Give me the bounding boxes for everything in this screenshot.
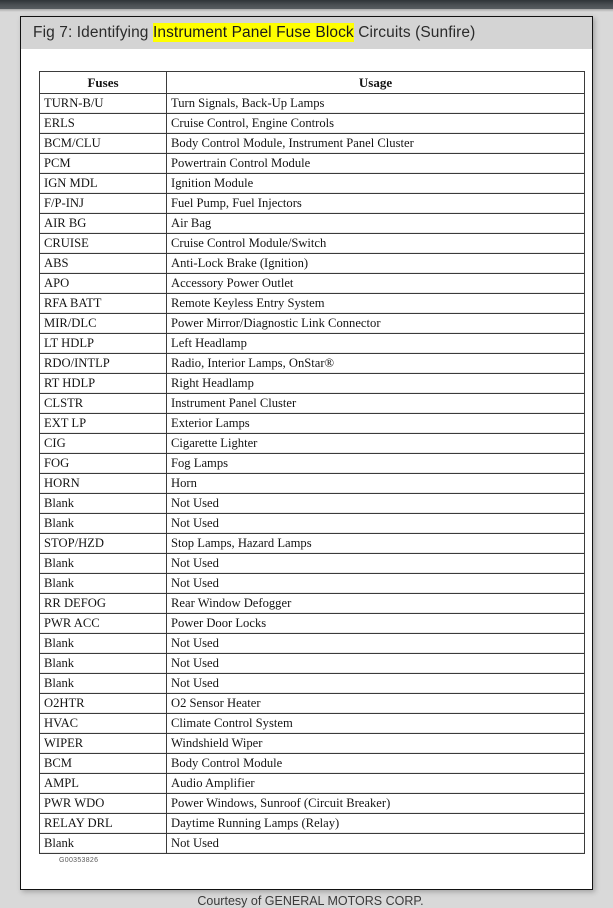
cell-fuse-usage: Anti-Lock Brake (Ignition) bbox=[167, 254, 585, 274]
cell-fuse-name: IGN MDL bbox=[40, 174, 167, 194]
table-row bbox=[40, 734, 585, 754]
cell-fuse-name: PWR ACC bbox=[40, 614, 167, 634]
cell-fuse-usage: Remote Keyless Entry System bbox=[167, 294, 585, 314]
cell-fuse-usage: Horn bbox=[167, 474, 585, 494]
cell-fuse-name: ERLS bbox=[40, 114, 167, 134]
cell-fuse-name: Blank bbox=[40, 494, 167, 514]
cell-fuse-name: Blank bbox=[40, 554, 167, 574]
cell-fuse-usage: Cruise Control Module/Switch bbox=[167, 234, 585, 254]
cell-fuse-name: CIG bbox=[40, 434, 167, 454]
cell-fuse-usage: Not Used bbox=[167, 834, 585, 854]
table-row bbox=[40, 434, 585, 454]
cell-fuse-name: CLSTR bbox=[40, 394, 167, 414]
cell-fuse-usage: Stop Lamps, Hazard Lamps bbox=[167, 534, 585, 554]
table-row bbox=[40, 374, 585, 394]
figure-caption bbox=[33, 24, 475, 42]
table-row bbox=[40, 634, 585, 654]
caption-prefix: Fig 7: Identifying bbox=[33, 23, 153, 41]
cell-fuse-name: AMPL bbox=[40, 774, 167, 794]
table-row bbox=[40, 234, 585, 254]
table-row bbox=[40, 754, 585, 774]
cell-fuse-usage: Not Used bbox=[167, 634, 585, 654]
cell-fuse-name: Blank bbox=[40, 654, 167, 674]
cell-fuse-usage: Climate Control System bbox=[167, 714, 585, 734]
cell-fuse-name: Blank bbox=[40, 574, 167, 594]
table-row bbox=[40, 554, 585, 574]
cell-fuse-name: HORN bbox=[40, 474, 167, 494]
cell-fuse-usage: O2 Sensor Heater bbox=[167, 694, 585, 714]
cell-fuse-usage: Fog Lamps bbox=[167, 454, 585, 474]
cell-fuse-name: RELAY DRL bbox=[40, 814, 167, 834]
cell-fuse-usage: Not Used bbox=[167, 494, 585, 514]
cell-fuse-usage: Air Bag bbox=[167, 214, 585, 234]
cell-fuse-usage: Cigarette Lighter bbox=[167, 434, 585, 454]
cell-fuse-name: RFA BATT bbox=[40, 294, 167, 314]
figure-caption-bar bbox=[21, 17, 592, 49]
cell-fuse-usage: Power Windows, Sunroof (Circuit Breaker) bbox=[167, 794, 585, 814]
cell-fuse-name: RR DEFOG bbox=[40, 594, 167, 614]
cell-fuse-name: MIR/DLC bbox=[40, 314, 167, 334]
cell-fuse-name: AIR BG bbox=[40, 214, 167, 234]
cell-fuse-name: O2HTR bbox=[40, 694, 167, 714]
cell-fuse-name: RT HDLP bbox=[40, 374, 167, 394]
cell-fuse-name: F/P-INJ bbox=[40, 194, 167, 214]
table-row bbox=[40, 454, 585, 474]
cell-fuse-name: LT HDLP bbox=[40, 334, 167, 354]
cell-fuse-name: BCM bbox=[40, 754, 167, 774]
caption-highlighted-term: Instrument Panel Fuse Block bbox=[152, 23, 354, 41]
cell-fuse-name: PWR WDO bbox=[40, 794, 167, 814]
cell-fuse-usage: Rear Window Defogger bbox=[167, 594, 585, 614]
table-row bbox=[40, 294, 585, 314]
table-row bbox=[40, 274, 585, 294]
cell-fuse-usage: Powertrain Control Module bbox=[167, 154, 585, 174]
cell-fuse-name: WIPER bbox=[40, 734, 167, 754]
table-row bbox=[40, 514, 585, 534]
table-row bbox=[40, 494, 585, 514]
table-row bbox=[40, 174, 585, 194]
table-body bbox=[40, 94, 585, 854]
cell-fuse-usage: Daytime Running Lamps (Relay) bbox=[167, 814, 585, 834]
table-row bbox=[40, 314, 585, 334]
cell-fuse-name: FOG bbox=[40, 454, 167, 474]
table-row bbox=[40, 194, 585, 214]
cell-fuse-name: EXT LP bbox=[40, 414, 167, 434]
cell-fuse-usage: Radio, Interior Lamps, OnStar® bbox=[167, 354, 585, 374]
cell-fuse-name: Blank bbox=[40, 834, 167, 854]
cell-fuse-usage: Accessory Power Outlet bbox=[167, 274, 585, 294]
table-row bbox=[40, 774, 585, 794]
cell-fuse-name: RDO/INTLP bbox=[40, 354, 167, 374]
table-row bbox=[40, 354, 585, 374]
cell-fuse-usage: Body Control Module bbox=[167, 754, 585, 774]
cell-fuse-name: Blank bbox=[40, 634, 167, 654]
table-row bbox=[40, 594, 585, 614]
cell-fuse-name: Blank bbox=[40, 674, 167, 694]
cell-fuse-usage: Ignition Module bbox=[167, 174, 585, 194]
chrome-shadow bbox=[0, 9, 613, 12]
table-container bbox=[21, 49, 592, 908]
courtesy-note: Courtesy of GENERAL MOTORS CORP. bbox=[197, 894, 424, 908]
table-row bbox=[40, 334, 585, 354]
table-row bbox=[40, 114, 585, 134]
table-row bbox=[40, 614, 585, 634]
table-row bbox=[40, 674, 585, 694]
cell-fuse-usage: Power Door Locks bbox=[167, 614, 585, 634]
figure-code: G00353826 bbox=[59, 857, 99, 864]
table-row bbox=[40, 154, 585, 174]
cell-fuse-usage: Power Mirror/Diagnostic Link Connector bbox=[167, 314, 585, 334]
cell-fuse-usage: Instrument Panel Cluster bbox=[167, 394, 585, 414]
cell-fuse-name: TURN-B/U bbox=[40, 94, 167, 114]
app-chrome-bar bbox=[0, 0, 613, 9]
cell-fuse-usage: Fuel Pump, Fuel Injectors bbox=[167, 194, 585, 214]
caption-suffix: Circuits (Sunfire) bbox=[353, 23, 476, 41]
table-row bbox=[40, 534, 585, 554]
fuse-block-table bbox=[39, 71, 585, 854]
cell-fuse-usage: Not Used bbox=[167, 574, 585, 594]
cell-fuse-usage: Not Used bbox=[167, 514, 585, 534]
table-row bbox=[40, 414, 585, 434]
cell-fuse-usage: Not Used bbox=[167, 674, 585, 694]
cell-fuse-usage: Windshield Wiper bbox=[167, 734, 585, 754]
table-row bbox=[40, 714, 585, 734]
cell-fuse-name: STOP/HZD bbox=[40, 534, 167, 554]
table-row bbox=[40, 574, 585, 594]
table-header-row bbox=[40, 72, 585, 94]
table-row bbox=[40, 694, 585, 714]
cell-fuse-name: CRUISE bbox=[40, 234, 167, 254]
cell-fuse-usage: Body Control Module, Instrument Panel Cluster bbox=[167, 134, 585, 154]
table-row bbox=[40, 654, 585, 674]
cell-fuse-usage: Audio Amplifier bbox=[167, 774, 585, 794]
cell-fuse-name: BCM/CLU bbox=[40, 134, 167, 154]
cell-fuse-name: HVAC bbox=[40, 714, 167, 734]
cell-fuse-name: APO bbox=[40, 274, 167, 294]
cell-fuse-usage: Turn Signals, Back-Up Lamps bbox=[167, 94, 585, 114]
cell-fuse-usage: Cruise Control, Engine Controls bbox=[167, 114, 585, 134]
cell-fuse-usage: Not Used bbox=[167, 554, 585, 574]
cell-fuse-name: Blank bbox=[40, 514, 167, 534]
table-row bbox=[40, 794, 585, 814]
cell-fuse-name: ABS bbox=[40, 254, 167, 274]
table-row bbox=[40, 474, 585, 494]
document-panel bbox=[20, 16, 593, 908]
column-header-usage: Usage bbox=[167, 72, 585, 94]
table-row bbox=[40, 834, 585, 854]
cell-fuse-usage: Exterior Lamps bbox=[167, 414, 585, 434]
column-header-fuses: Fuses bbox=[40, 72, 167, 94]
table-row bbox=[40, 134, 585, 154]
table-row bbox=[40, 814, 585, 834]
table-row bbox=[40, 394, 585, 414]
cell-fuse-name: PCM bbox=[40, 154, 167, 174]
cell-fuse-usage: Left Headlamp bbox=[167, 334, 585, 354]
table-row bbox=[40, 214, 585, 234]
cell-fuse-usage: Not Used bbox=[167, 654, 585, 674]
table-head bbox=[40, 72, 585, 94]
table-row bbox=[40, 94, 585, 114]
cell-fuse-usage: Right Headlamp bbox=[167, 374, 585, 394]
table-row bbox=[40, 254, 585, 274]
